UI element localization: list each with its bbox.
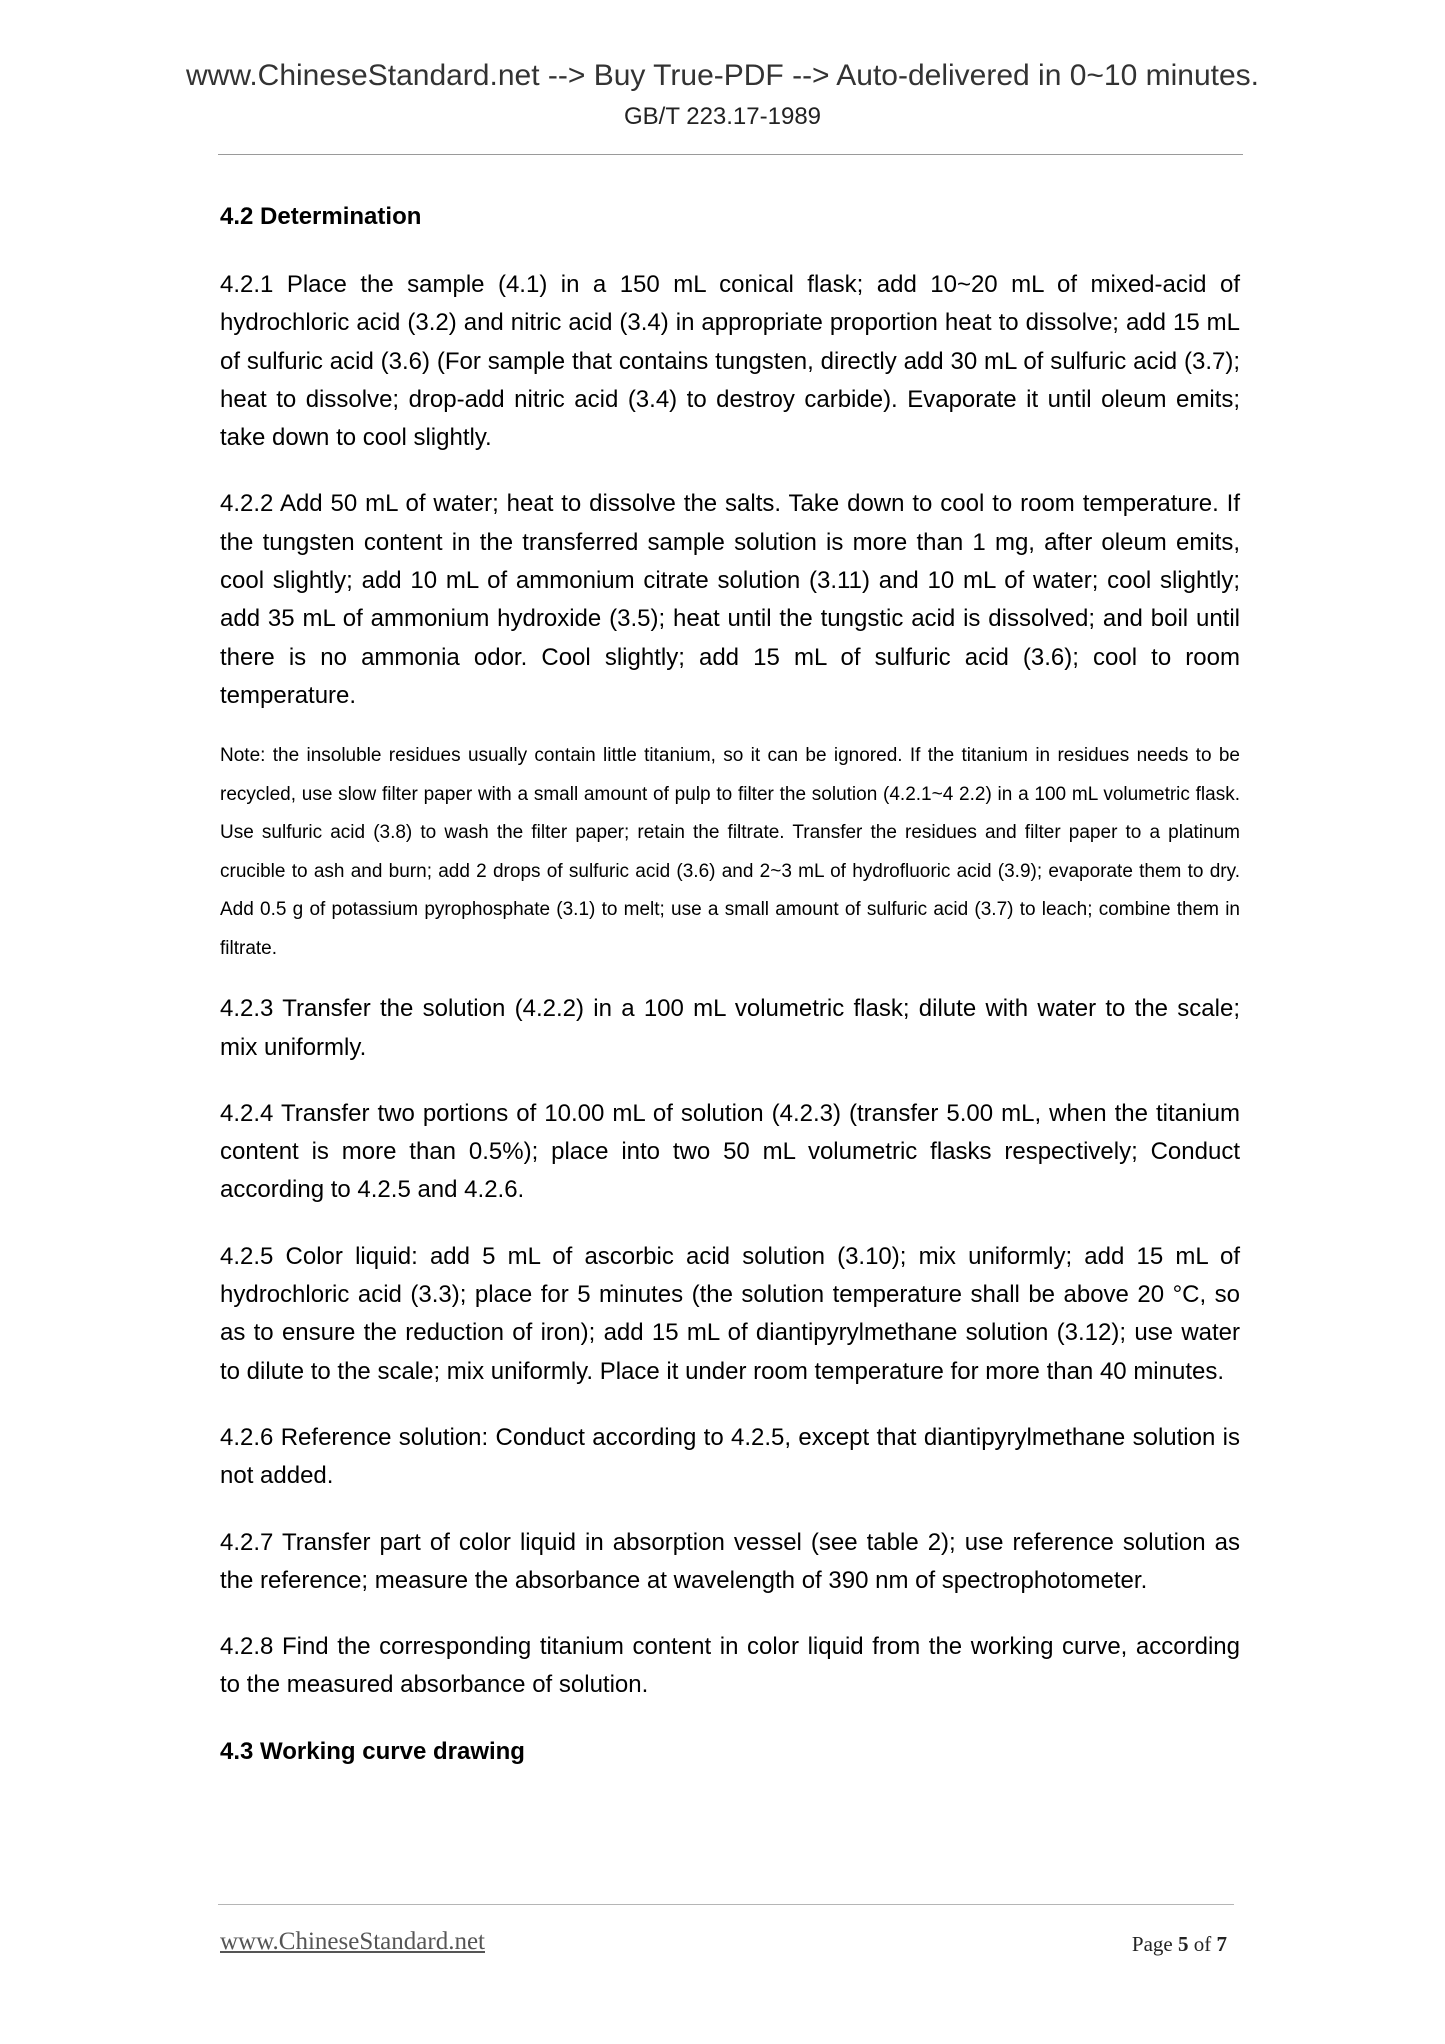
paragraph-4-2-3: 4.2.3 Transfer the solution (4.2.2) in a 100 mL volumetric flask; dilute with water to the scale; mix uniformly.	[220, 995, 1240, 1061]
paragraph-4-2-6: 4.2.6 Reference solution: Conduct according to 4.2.5, except that diantipyrylmethane solution is not added.	[220, 1423, 1240, 1490]
header-divider	[218, 154, 1243, 155]
paragraph-4-2-7: 4.2.7 Transfer part of color liquid in absorption vessel (see table 2); use reference solution as the reference; measure the absorbance at wavelength of 390 nm of spectrophotometer.	[220, 1528, 1240, 1594]
standard-number: GB/T 223.17-1989	[623, 103, 822, 130]
footer-divider	[218, 1904, 1234, 1905]
paragraph-4-2-2: 4.2.2 Add 50 mL of water; heat to dissolve the salts. Take down to cool to room temperature. If the tungsten content in the transferred sample solution is more than 1 mg, after oleum emits, cool slightly; add 10 mL of ammonium citrate solution (3.11) and 10 mL of water; cool slightly; add 35 mL of ammonium hydroxide (3.5); heat until the tungstic acid is dissolved; and boil until there is no ammonia odor. Cool slightly; add 15 mL of sulfuric acid (3.6); cool to room temperature.	[220, 490, 1240, 709]
paragraph-4-2-5: 4.2.5 Color liquid: add 5 mL of ascorbic acid solution (3.10); mix uniformly; add 15 mL of hydrochloric acid (3.3); place for 5 minutes (the solution temperature shall be above 20 °C, so as to ensure the reduction of iron); add 15 mL of diantipyrylmethane solution (3.12); use water to dilute to the scale; mix uniformly. Place it under room temperature for more than 40 minutes.	[220, 1242, 1240, 1385]
section-heading-4-2: 4.2 Determination	[220, 203, 422, 230]
paragraph-4-2-8: 4.2.8 Find the corresponding titanium content in color liquid from the working curve, according to the measured absorbance of solution.	[220, 1633, 1240, 1699]
page-total: 7	[1216, 1932, 1227, 1956]
page-label: Page	[1131, 1932, 1173, 1956]
section-heading-4-3: 4.3 Working curve drawing	[220, 1737, 525, 1765]
document-body	[220, 198, 1240, 1771]
footer-website-link[interactable]: www.ChineseStandard.net	[220, 1928, 485, 1955]
page-indicator	[1132, 1932, 1227, 1957]
paragraph-4-2-1: 4.2.1 Place the sample (4.1) in a 150 mL conical flask; add 10~20 mL of mixed-acid of hydrochloric acid (3.2) and nitric acid (3.4) in appropriate proportion heat to dissolve; add 15 mL of sulfuric acid (3.6) (For sample that contains tungsten, directly add 30 mL of sulfuric acid (3.7); heat to dissolve; drop-add nitric acid (3.4) to destroy carbide). Evaporate it until oleum emits; take down to cool slightly.	[220, 271, 1240, 452]
header-banner[interactable]: www.ChineseStandard.net --> Buy True-PDF --> Auto-delivered in 0~10 minutes.	[185, 59, 1260, 92]
note-paragraph: Note: the insoluble residues usually contain little titanium, so it can be ignored. If the titanium in residues needs to be recycled, use slow filter paper with a small amount of pulp to filter the solution (4.2.1~4 2.2) in a 100 mL volumetric flask. Use sulfuric acid (3.8) to wash the filter paper; retain the filtrate. Transfer the residues and filter paper to a platinum crucible to ash and burn; add 2 drops of sulfuric acid (3.6) and 2~3 mL of hydrofluoric acid (3.9); evaporate them to dry. Add 0.5 g of potassium pyrophosphate (3.1) to melt; use a small amount of sulfuric acid (3.7) to leach; combine them in filtrate.	[220, 745, 1240, 959]
page-of-label: of	[1193, 1932, 1212, 1956]
page-current: 5	[1178, 1932, 1189, 1956]
paragraph-4-2-4: 4.2.4 Transfer two portions of 10.00 mL of solution (4.2.3) (transfer 5.00 mL, when the titanium content is more than 0.5%); place into two 50 mL volumetric flasks respectively; Conduct according to 4.2.5 and 4.2.6.	[220, 1099, 1240, 1204]
